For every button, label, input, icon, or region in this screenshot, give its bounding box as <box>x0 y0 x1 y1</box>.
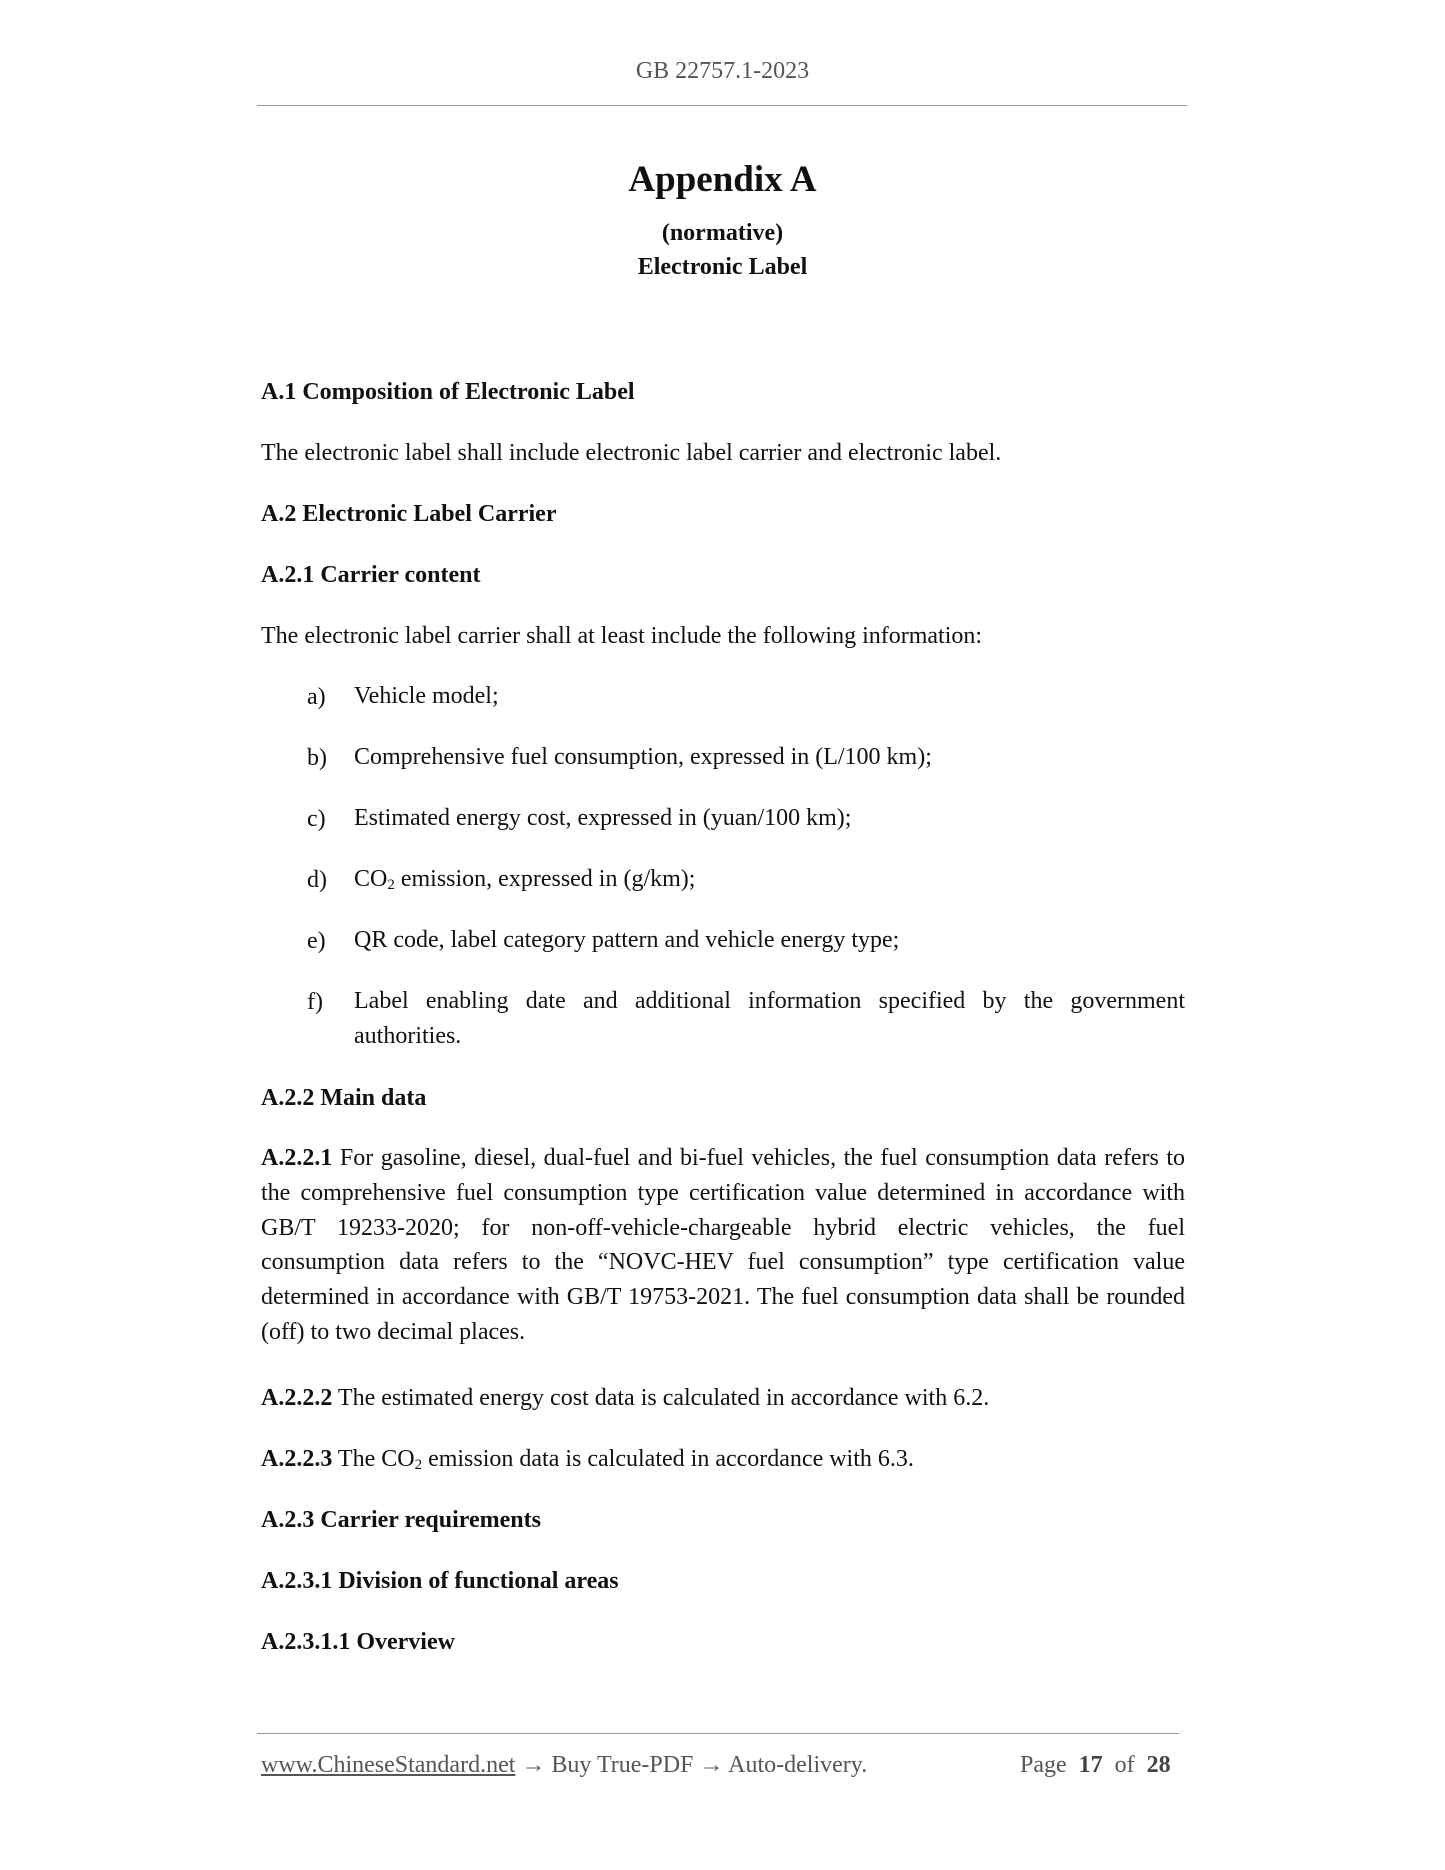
page-total: 28 <box>1146 1752 1171 1778</box>
buy-text: Buy True-PDF <box>551 1752 694 1778</box>
document-header-id: GB 22757.1-2023 <box>635 58 810 84</box>
website-link[interactable]: www.ChineseStandard.net <box>261 1752 516 1778</box>
clause-number: A.2.2.1 <box>261 1145 333 1171</box>
paragraph-a223 <box>261 1444 914 1474</box>
heading-a21: A.2.1 Carrier content <box>261 562 481 588</box>
heading-a1: A.1 Composition of Electronic Label <box>261 379 635 405</box>
appendix-title: Appendix A <box>628 159 817 200</box>
co2-subscript: 2 <box>414 1457 423 1473</box>
clause-text: The estimated energy cost data is calculated in accordance with 6.2. <box>332 1385 990 1411</box>
paragraph-a1: The electronic label shall include electronic label carrier and electronic label. <box>261 440 1002 466</box>
arrow-icon: → <box>515 1752 552 1778</box>
list-item: Estimated energy cost, expressed in (yuan/100 km); <box>354 805 852 831</box>
co2-formula: CO <box>354 866 388 892</box>
heading-a23: A.2.3 Carrier requirements <box>261 1507 541 1533</box>
appendix-subtitle: Electronic Label <box>637 254 808 280</box>
heading-a22: A.2.2 Main data <box>261 1085 427 1111</box>
list-marker: b) <box>307 745 327 771</box>
page-indicator <box>1020 1752 1171 1779</box>
list-item: Label enabling date and additional information specified by the government authorities. <box>354 988 1185 1049</box>
of-label: of <box>1114 1752 1135 1778</box>
list-marker: e) <box>307 928 326 954</box>
co2-subscript: 2 <box>387 877 395 893</box>
heading-a2: A.2 Electronic Label Carrier <box>261 501 557 527</box>
list-item <box>354 862 1185 897</box>
heading-a231: A.2.3.1 Division of functional areas <box>261 1568 619 1594</box>
list-marker: c) <box>307 806 326 832</box>
list-item: Comprehensive fuel consumption, expressed in (L/100 km); <box>354 744 932 770</box>
paragraph-a222 <box>261 1383 989 1413</box>
page-label: Page <box>1020 1752 1067 1778</box>
list-item: QR code, label category pattern and vehicle energy type; <box>354 927 900 953</box>
list-item: Vehicle model; <box>354 683 499 709</box>
clause-number: A.2.2.3 <box>261 1446 333 1472</box>
delivery-text: Auto-delivery. <box>728 1752 868 1778</box>
heading-a2311: A.2.3.1.1 Overview <box>261 1629 455 1655</box>
footer-promo <box>261 1752 867 1779</box>
header-rule <box>257 105 1187 106</box>
arrow-icon: → <box>693 1752 729 1778</box>
paragraph-a21: The electronic label carrier shall at least include the following information: <box>261 623 983 649</box>
clause-text: The CO <box>332 1446 415 1472</box>
list-marker: f) <box>307 989 323 1015</box>
clause-number: A.2.2.2 <box>261 1385 333 1411</box>
list-marker: d) <box>307 867 327 893</box>
footer-rule <box>257 1733 1179 1734</box>
appendix-normative-label: (normative) <box>661 220 784 246</box>
page-number: 17 <box>1078 1752 1103 1778</box>
clause-text: For gasoline, diesel, dual-fuel and bi-fuel vehicles, the fuel consumption data refers to the comprehensive fuel consumption type certification value determined in accordance with GB/T 19233-2020; for non-off-vehicle-chargeable hybrid electric vehicles, the fuel consumption data refers to the “NOVC-HEV fuel consumption” type certification value determined in accordance with GB/T 19753-2021. The fuel consumption data shall be rounded (off) to two decimal places. <box>261 1145 1185 1345</box>
paragraph-a221 <box>261 1141 1185 1350</box>
list-item-text: emission, expressed in (g/km); <box>394 866 696 892</box>
clause-text: emission data is calculated in accordance with 6.3. <box>422 1446 914 1472</box>
list-marker: a) <box>307 684 326 710</box>
